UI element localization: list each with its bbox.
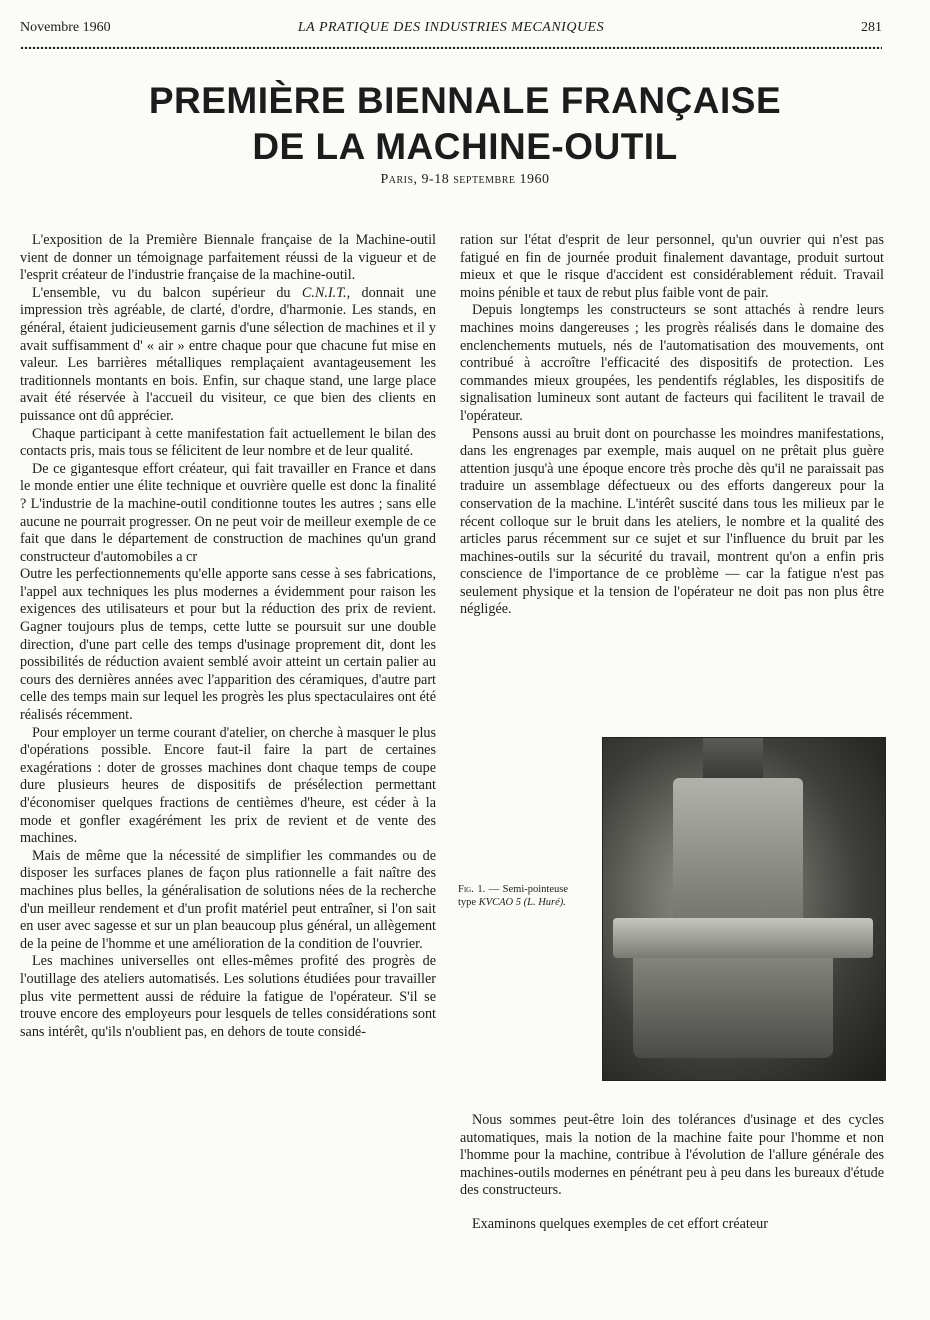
issue-date: Novembre 1960 xyxy=(20,20,111,35)
paragraph: Examinons quelques exemples de cet effort créateur xyxy=(472,1215,768,1232)
page-number: 281 xyxy=(861,20,882,35)
right-column-lower xyxy=(460,1112,884,1234)
paragraph: Depuis longtemps les constructeurs se sont attachés à rendre leurs machines moins dangereuses ; les progrès réalisés dans le domaine des enclenchements mutuels, nés de l'automatisation des mouvements, ont contribué à accroître l'efficacité des dispositifs de protection. Les commandes mieux groupées, les pendentifs réglables, les dispositifs de signalisation lumineux sont autant de facteurs qui facilitent le travail de l'opérateur. xyxy=(460,302,884,424)
paragraph: Pour employer un terme courant d'atelier, on cherche à masquer le plus d'opérations possible. Encore faut-il faire la part de certaines exagérations : doter de grosses machines dont chaque temps de coupe dure plusieurs heures de dispositifs de présélection permettant d'économiser quelques fractions de centièmes d'heure, est céder à la mode et gonfler exagérément les prix de revient et de vente des machines. xyxy=(20,724,436,847)
running-header xyxy=(20,20,882,38)
paragraph: Outre les perfectionnements qu'elle apporte sans cesse à ses fabrications, l'appel aux techniques les plus modernes a évidemment pour raison les exigences des utilisateurs et pour but la réduction des prix de revient. Gagner toujours plus de temps, cette lutte se poursuit sur une double direction, d'une part celle des temps d'usinage proprement dit, dont les possibilités de réduction avaient semblé avoir atteint un certain palier au cours des dernières années avec l'apparition des céramiques, d'autre part celle des temps main sur lequel les progrès les plus spectaculaires ont été réalisés récemment. xyxy=(20,566,436,724)
right-column xyxy=(460,232,884,619)
dotted-rule xyxy=(20,46,882,49)
title-line-2: DE LA MACHINE-OUTIL xyxy=(252,126,678,167)
journal-title: LA PRATIQUE DES INDUSTRIES MECANIQUES xyxy=(297,20,605,35)
figure-model: KVCAO 5 (L. Huré). xyxy=(478,896,566,908)
paragraph: ration sur l'état d'esprit de leur personnel, qu'un ouvrier qui n'est pas fatigué en fin de journée produit finalement davantage, produit surtout mieux et que le risque d'accident est considérablement réduit. Travail moins pénible et taux de rebut plus faible vont de pair. xyxy=(460,232,884,301)
paragraph: Nous sommes peut-être loin des tolérances d'usinage et des cycles automatiques, mais la notion de la machine faite pour l'homme et non l'homme pour la machine, contribue à l'évolution de l'allure générale des machines-outils modernes en pénétrant peu à peu dans les bureaux d'étude des constructeurs. xyxy=(460,1112,884,1199)
paragraph: Chaque participant à cette manifestation fait actuellement le bilan des contacts pris, mais tous se félicitent de leur nombre et de leur qualité. xyxy=(20,425,436,460)
machine-table xyxy=(613,918,873,958)
paragraph: De ce gigantesque effort créateur, qui fait travailler en France et dans le monde entier une élite technique et ouvrière quelle est donc la finalité ? L'industrie de la machine-outil conditionne toutes les autres ; sans elle aucune ne pourrait progresser. On ne peut voir de meilleur exemple de ce fait que dans le département de construction de machines qu'un grand constructeur d'automobiles a cr xyxy=(20,460,436,565)
figure-caption: Fig. 1. — Semi-pointeuse type KVCAO 5 (L. Huré). xyxy=(458,884,568,908)
paragraph: Pensons aussi au bruit dont on pourchasse les moindres manifestations, dans les engrenages par exemple, mais auquel on ne prêtait plus guère attention jusqu'à une époque encore très proche dès qu'il ne paraissait pas traduire un assemblage défectueux ou des efforts dangereux pour la conservation de la machine. L'intérêt suscité dans tous les milieux par le récent colloque sur le bruit dans les ateliers, le nombre et la qualité des articles parus récemment sur ce sujet et sur l'influence du bruit par les machines-outils sur la sécurité du travail, montrent qu'on a enfin pris conscience de l'importance de ce problème — car la fatigue n'est pas seulement physique et la tension de l'opérateur ne doit pas non plus être négligée. xyxy=(460,425,884,618)
paragraph: Les machines universelles ont elles-mêmes profité des progrès de l'outillage des ateliers automatisés. Les solutions étudiées pour travailler plus vite permettent aussi de réduire la fatigue de l'opérateur. S'il se trouve encore des employeurs pour lesquels de telles considérations sont sans intérêt, qu'ils n'oublient pas, en dehors de toute considé- xyxy=(20,953,436,1040)
title-line-1: PREMIÈRE BIENNALE FRANÇAISE xyxy=(148,80,782,121)
cnit-abbrev: C.N.I.T. xyxy=(301,284,347,301)
machine-base xyxy=(633,948,833,1058)
article-subtitle: Paris, 9-18 septembre 1960 xyxy=(380,172,550,187)
figure-label: Fig. 1. xyxy=(458,884,486,895)
paragraph: Mais de même que la nécessité de simplifier les commandes ou de disposer les surfaces planes de façon plus rationnelle a fait naître des machines plus belles, la généralisation de solutions nées de la recherche d'un meilleur rendement et d'un profit matériel peut entraîner, si l'on sait en user avec sagesse et sur un plan beaucoup plus général, un allègement de la peine de l'homme et une amélioration de la condition de l'ouvrier. xyxy=(20,847,436,952)
article-title xyxy=(0,78,930,170)
paragraph: L'exposition de la Première Biennale française de la Machine-outil vient de donner un témoignage parfaitement réussi de la vigueur et de l'esprit créateur de l'industrie française de la machine-outil. xyxy=(20,232,436,284)
machine-photo xyxy=(602,737,886,1081)
paragraph: L'ensemble, vu du balcon supérieur du C.N.I.T., donnait une impression très agréable, de clarté, d'ordre, d'harmonie. Les stands, en général, étaient judicieusement garnis d'une sélection de machines et il y avait suffisamment d' « air » entre chaque pour que chacune fut mise en valeur. Les barrières métalliques remplaçaient avantageusement les traditionnels montants en bois. Enfin, sur chaque stand, une large place avait été réservée à l'accueil du visiteur, ce que bien des clients en puissance ont dû apprécier. xyxy=(20,284,436,424)
left-column xyxy=(20,232,436,1041)
